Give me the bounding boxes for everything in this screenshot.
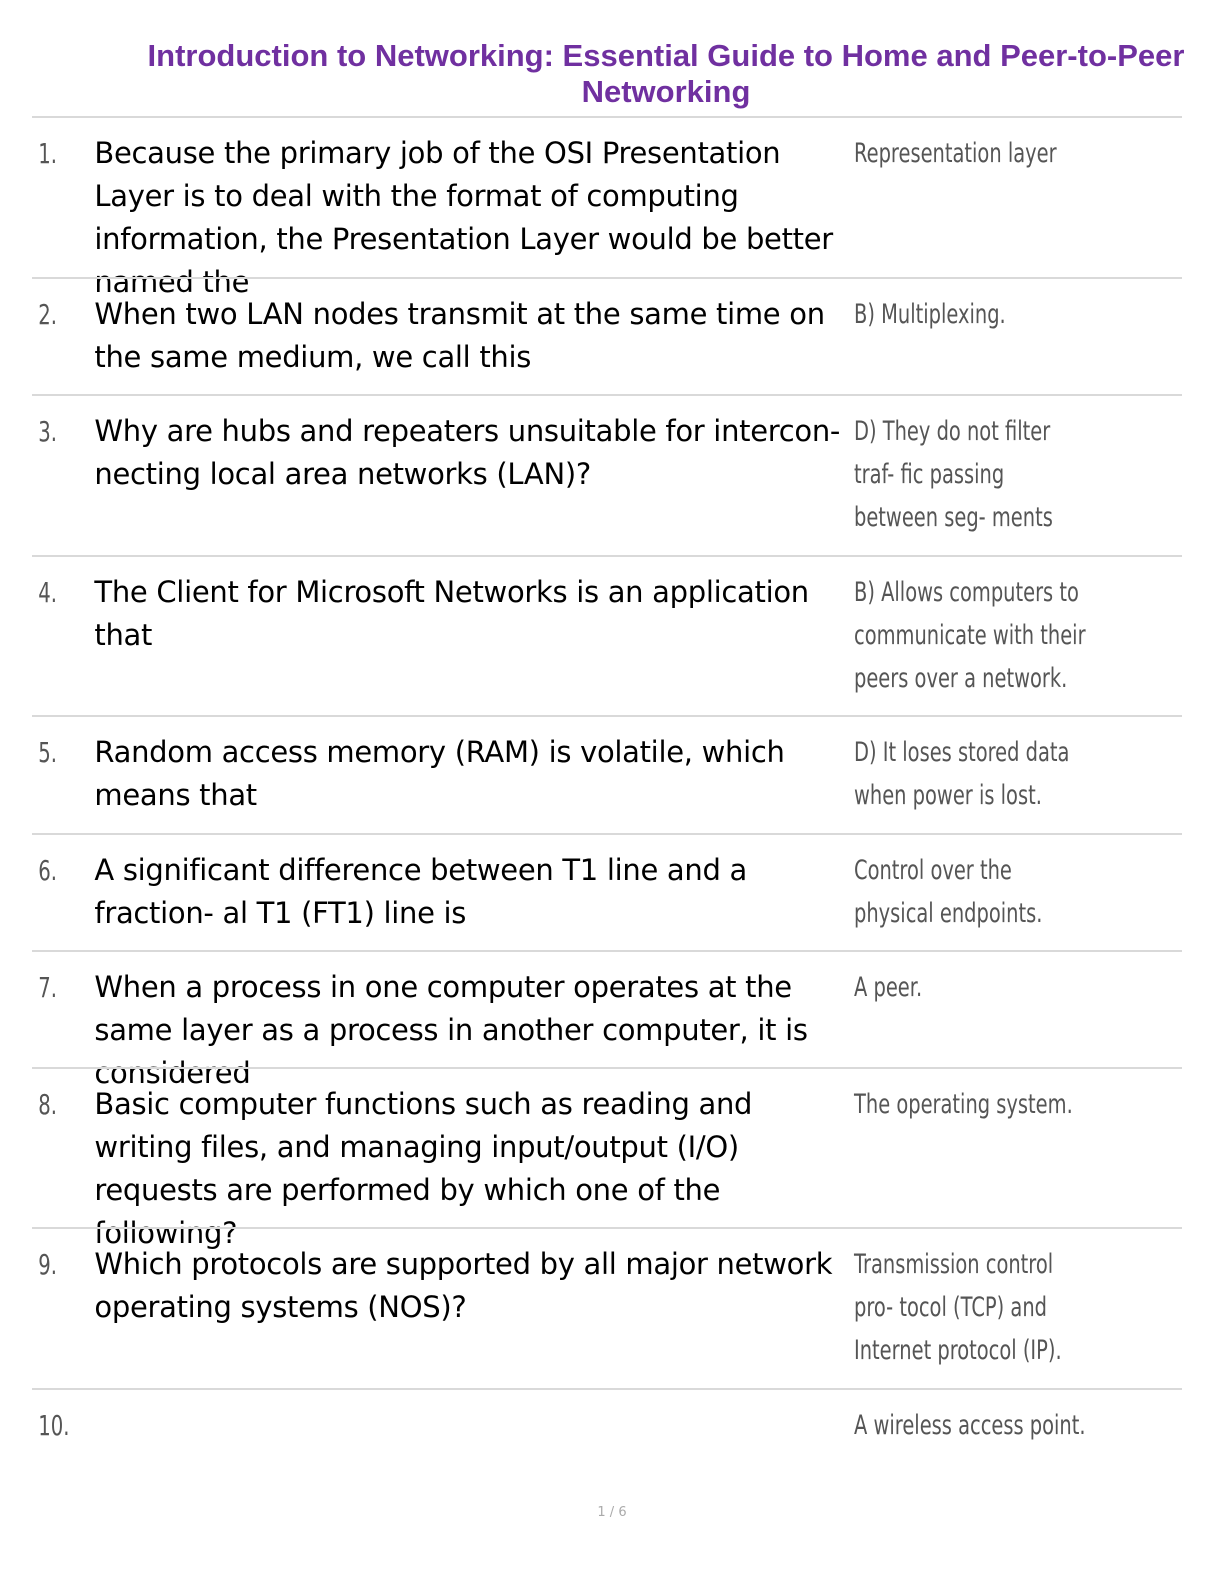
question-row [32, 950, 1182, 1090]
question-number: 7. [38, 971, 57, 1004]
question-text: Why are hubs and repeaters unsuitable for intercon- necting local area networks (LAN)? [94, 414, 841, 491]
question-text: Because the primary job of the OSI Presentation Layer is to deal with the format of computing information, the Presentation Layer would be better named the [94, 136, 833, 299]
question-row [32, 116, 1182, 299]
question-number: 3. [38, 415, 57, 448]
question-number: 6. [38, 854, 57, 887]
answer-text: D) It loses stored data when power is lost. [853, 737, 1070, 811]
question-text: When two LAN nodes transmit at the same time on the same medium, we call this [94, 297, 825, 374]
answer-text: Transmission control pro- tocol (TCP) and Internet protocol (IP). [853, 1249, 1062, 1366]
question-number: 4. [38, 576, 57, 609]
question-number: 8. [38, 1088, 57, 1121]
question-text: A significant difference between T1 line and a fraction- al T1 (FT1) line is [94, 853, 747, 930]
answer-text: Representation layer [853, 138, 1057, 169]
question-row [32, 277, 1182, 394]
question-text: When a process in one computer operates at the same layer as a process in another computer, it is considered [94, 970, 808, 1090]
question-number: 5. [38, 736, 57, 769]
question-text: The Client for Microsoft Networks is an application that [94, 575, 809, 652]
question-number: 9. [38, 1248, 57, 1281]
answer-text: B) Allows computers to communicate with their peers over a network. [853, 577, 1086, 694]
question-text: Which protocols are supported by all major network operating systems (NOS)? [94, 1247, 833, 1324]
question-row [32, 1067, 1182, 1250]
answer-text: Control over the physical endpoints. [853, 855, 1043, 929]
answer-text: B) Multiplexing. [853, 299, 1006, 330]
question-row [32, 555, 1182, 715]
page-indicator: 1 / 6 [597, 1505, 627, 1520]
question-text: Basic computer functions such as reading and writing files, and managing input/output (I/O) requests are performed by which one of the following? [94, 1087, 753, 1250]
document-title-line-2: Networking [581, 74, 751, 109]
question-row [32, 394, 1182, 555]
question-number: 1. [38, 137, 57, 170]
document-title-line-1: Introduction to Networking: Essential Guide to Home and Peer-to-Peer [147, 38, 1185, 73]
answer-text: A peer. [853, 972, 922, 1003]
answer-text: A wireless access point. [853, 1410, 1086, 1441]
answer-text: D) They do not filter traf- fic passing between seg- ments [853, 416, 1053, 533]
question-row [32, 1388, 1182, 1468]
question-row [32, 715, 1182, 833]
question-list [32, 116, 1182, 1468]
document-title [60, 38, 1224, 110]
question-row [32, 1227, 1182, 1388]
question-text: Random access memory (RAM) is volatile, which means that [94, 735, 785, 812]
question-number: 10. [38, 1409, 70, 1442]
question-number: 2. [38, 298, 57, 331]
answer-text: The operating system. [853, 1089, 1073, 1120]
question-row [32, 833, 1182, 950]
